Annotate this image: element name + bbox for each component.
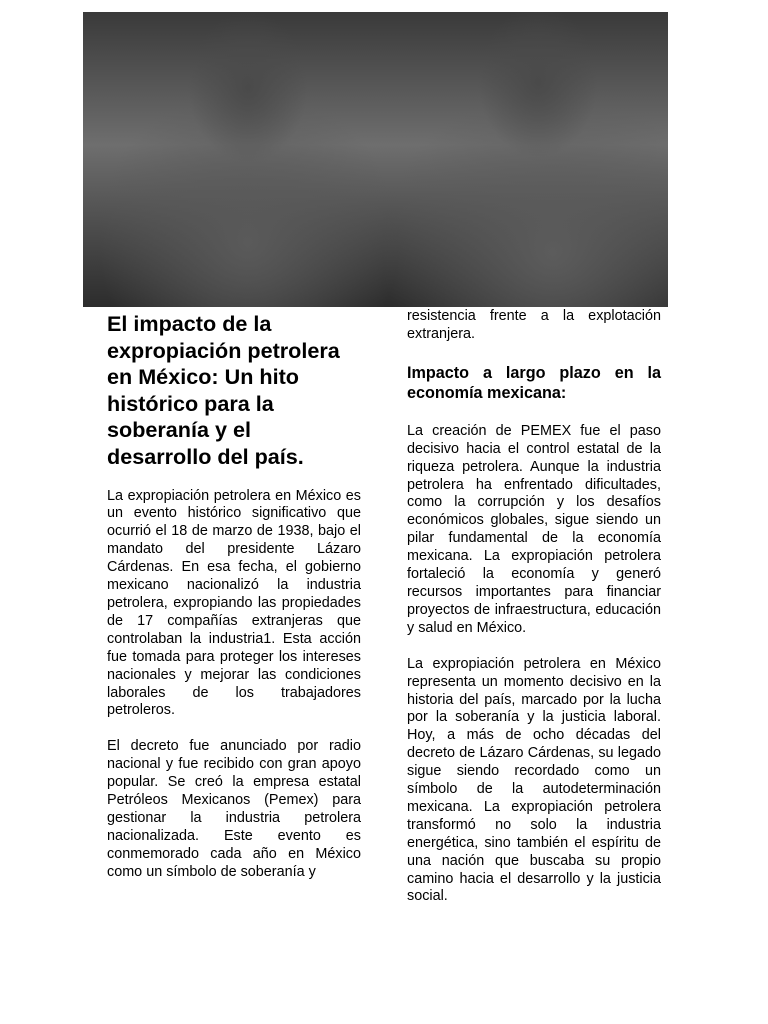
article-paragraph-2: El decreto fue anunciado por radio nacional y fue recibido con gran apoyo popular. Se creó la empresa estatal Petróleos Mexicanos (Pemex) para gestionar la industria petrolera nacionalizada. Este evento es conmemorado cada año en México como un símbolo de soberanía y [107,738,361,880]
article-paragraph-1: La expropiación petrolera en México es un evento histórico significativo que ocurrió el 18 de marzo de 1938, bajo el mandato del presidente Lázaro Cárdenas. En esa fecha, el gobierno mexicano nacionalizó la industria petrolera, expropiando las propiedades de 17 compañías extranjeras que controlaban la industria1. Esta acción fue tomada para proteger los intereses nacionales y mejorar las condiciones laborales de los trabajadores petroleros. [107,487,361,719]
section-subtitle: Impacto a largo plazo en la economía mexicana: [407,363,661,402]
article-title: El impacto de la expropiación petrolera en México: Un hito histórico para la soberanía y el desarrollo del país. [107,311,340,469]
article-paragraph-4: La expropiación petrolera en México representa un momento decisivo en la historia del país, marcado por la lucha por la soberanía y la justicia laboral. Hoy, a más de ocho décadas del decreto de Lázaro Cárdenas, su legado sigue siendo recordado como un símbolo de la autodeterminación mexicana. La expropiación petrolera transformó no solo la industria energética, sino también el espíritu de una nación que buscaba su propio camino hacia el desarrollo y la justicia social. [407,655,661,905]
article-column-left [107,311,361,900]
article-paragraph-3: La creación de PEMEX fue el paso decisivo hacia el control estatal de la riqueza petrolera. Aunque la industria petrolera ha enfrentado dificultades, como la corrupción y los desafíos económicos globales, sigue siendo un pilar fundamental de la economía mexicana. La expropiación petrolera fortaleció la economía y generó recursos importantes para financiar proyectos de infraestructura, educación y salud en México. [407,422,661,636]
article-column-right [407,308,661,924]
historical-photo [83,12,668,307]
article-paragraph-2-continued: resistencia frente a la explotación extranjera. [407,308,661,342]
